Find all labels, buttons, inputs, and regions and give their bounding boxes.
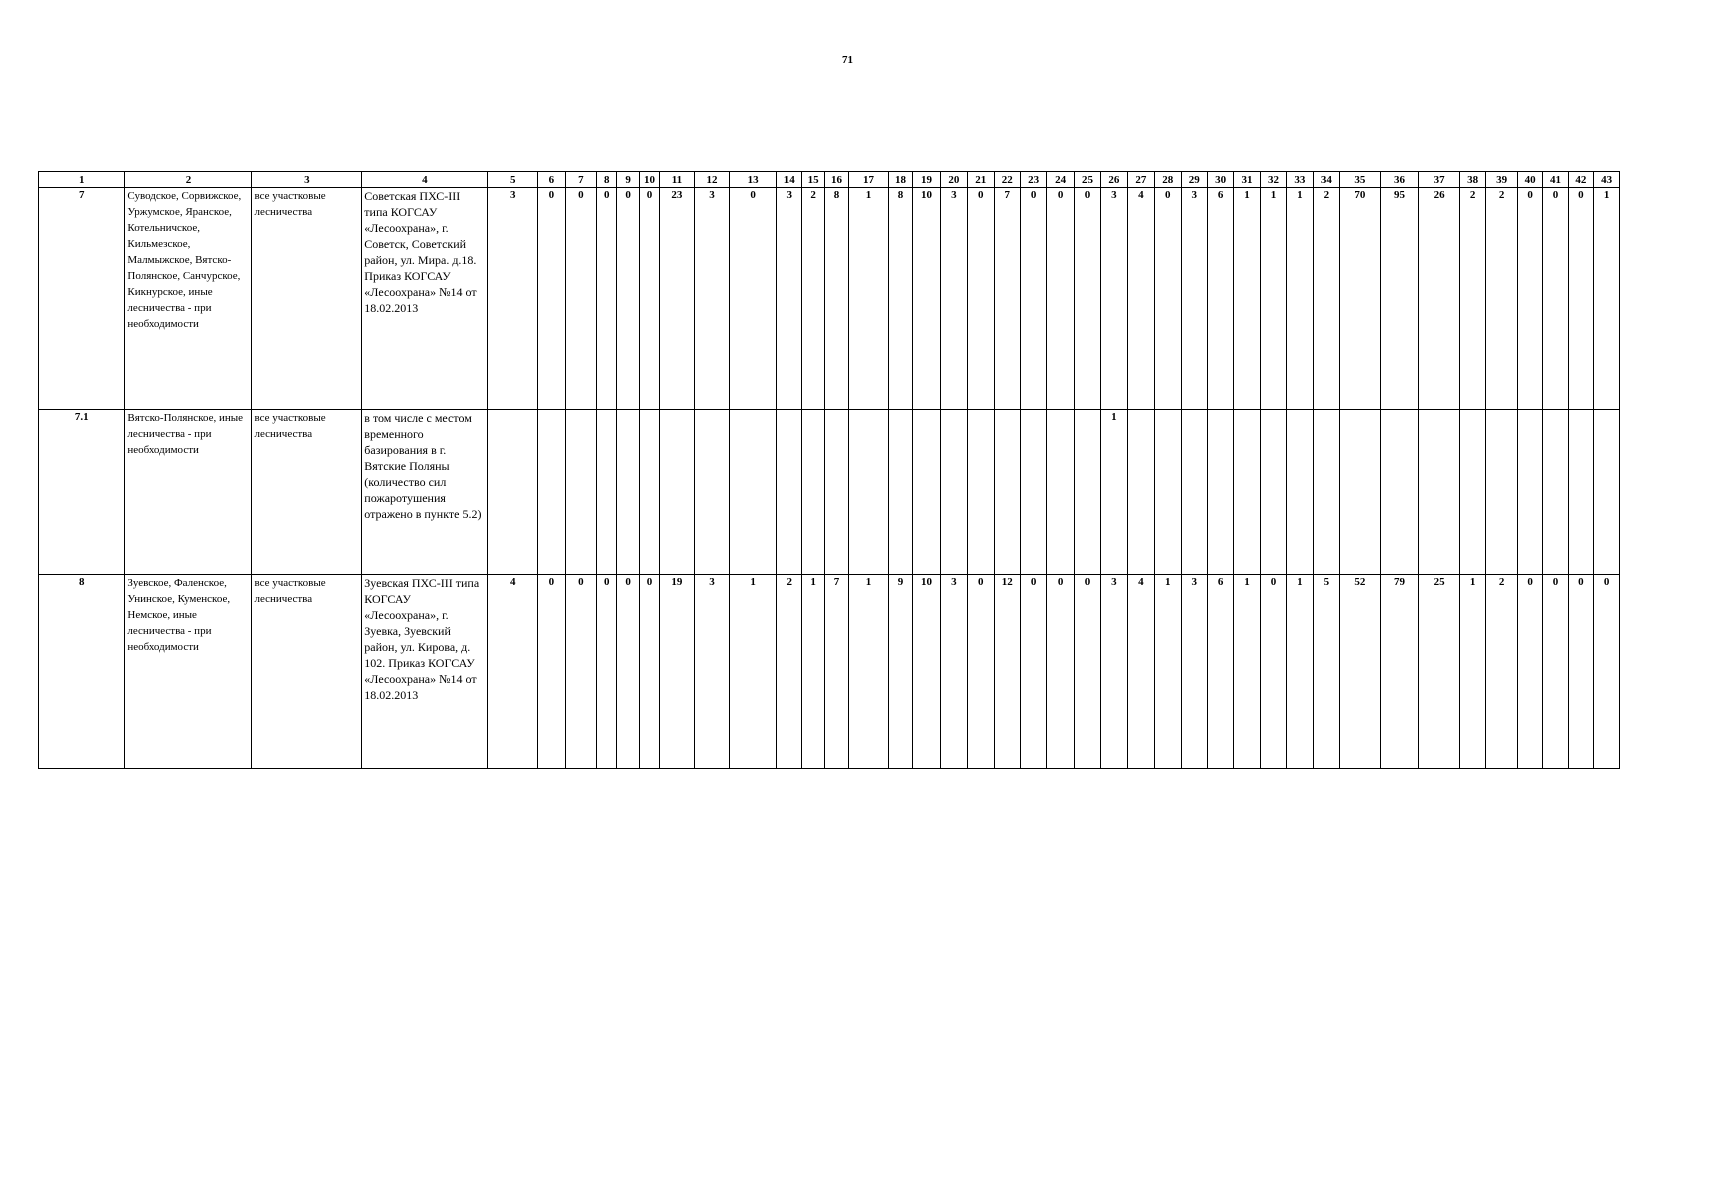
col-header: 4 xyxy=(362,172,488,188)
value-cell xyxy=(597,410,617,575)
value-cell: 6 xyxy=(1207,575,1233,769)
col-header: 15 xyxy=(802,172,824,188)
value-cell: 1 xyxy=(849,188,889,410)
forestries-cell: Суводское, Сорвижское, Уржумское, Яранское, Котельничское, Кильмезское, Малмыжское, Вятско-Полянское, Санчурское, Кикнурское, иные лесничества - при необходимости xyxy=(125,188,252,410)
value-cell xyxy=(488,410,538,575)
col-header: 18 xyxy=(888,172,912,188)
col-header: 41 xyxy=(1543,172,1568,188)
value-cell: 0 xyxy=(565,188,597,410)
value-cell: 0 xyxy=(1568,188,1593,410)
col-header: 29 xyxy=(1181,172,1207,188)
value-cell xyxy=(1543,410,1568,575)
value-cell: 12 xyxy=(994,575,1020,769)
value-cell: 1 xyxy=(730,575,777,769)
value-cell xyxy=(1207,410,1233,575)
value-cell: 0 xyxy=(597,188,617,410)
value-cell xyxy=(1380,410,1419,575)
col-header: 27 xyxy=(1127,172,1154,188)
col-header: 30 xyxy=(1207,172,1233,188)
col-header: 12 xyxy=(694,172,730,188)
table-body xyxy=(39,188,1620,769)
col-header: 25 xyxy=(1074,172,1100,188)
value-cell: 3 xyxy=(694,575,730,769)
value-cell: 2 xyxy=(802,188,824,410)
value-cell xyxy=(1074,410,1100,575)
value-cell xyxy=(617,410,639,575)
value-cell: 70 xyxy=(1340,188,1381,410)
value-cell: 3 xyxy=(777,188,802,410)
value-cell: 19 xyxy=(660,575,695,769)
forestries-cell: Вятско-Полянское, иные лесничества - при необходимости xyxy=(125,410,252,575)
value-cell: 1 xyxy=(1155,575,1181,769)
value-cell xyxy=(968,410,994,575)
value-cell: 3 xyxy=(1181,188,1207,410)
value-cell xyxy=(1234,410,1260,575)
value-cell: 25 xyxy=(1419,575,1460,769)
value-cell: 0 xyxy=(639,188,659,410)
value-cell: 1 xyxy=(1101,410,1127,575)
table-row xyxy=(39,410,1620,575)
col-header: 20 xyxy=(940,172,967,188)
value-cell: 0 xyxy=(538,575,565,769)
station-cell: Советская ПХС-III типа КОГСАУ «Лесоохрана», г. Советск, Советский район, ул. Мира. д.18. Приказ КОГСАУ «Лесоохрана» №14 от 18.02.2013 xyxy=(362,188,488,410)
value-cell: 7 xyxy=(994,188,1020,410)
value-cell: 0 xyxy=(639,575,659,769)
value-cell: 1 xyxy=(1459,575,1485,769)
value-cell xyxy=(1340,410,1381,575)
table-row xyxy=(39,575,1620,769)
value-cell: 0 xyxy=(1543,575,1568,769)
value-cell xyxy=(639,410,659,575)
value-cell: 0 xyxy=(730,188,777,410)
value-cell xyxy=(730,410,777,575)
value-cell: 79 xyxy=(1380,575,1419,769)
value-cell: 0 xyxy=(1020,188,1046,410)
value-cell xyxy=(1568,410,1593,575)
value-cell: 0 xyxy=(1074,188,1100,410)
col-header: 37 xyxy=(1419,172,1460,188)
col-header: 14 xyxy=(777,172,802,188)
value-cell xyxy=(1127,410,1154,575)
value-cell xyxy=(1419,410,1460,575)
value-cell xyxy=(1047,410,1074,575)
value-cell: 10 xyxy=(913,188,940,410)
station-cell: в том числе с местом временного базирования в г. Вятские Поляны (количество сил пожаротушения отражено в пункте 5.2) xyxy=(362,410,488,575)
value-cell: 7 xyxy=(824,575,848,769)
value-cell xyxy=(694,410,730,575)
value-cell: 2 xyxy=(1486,575,1518,769)
value-cell xyxy=(565,410,597,575)
value-cell xyxy=(1260,410,1286,575)
value-cell: 0 xyxy=(617,188,639,410)
value-cell: 1 xyxy=(1260,188,1286,410)
value-cell: 0 xyxy=(1568,575,1593,769)
col-header: 5 xyxy=(488,172,538,188)
value-cell: 5 xyxy=(1313,575,1339,769)
value-cell xyxy=(1020,410,1046,575)
value-cell: 9 xyxy=(888,575,912,769)
value-cell xyxy=(802,410,824,575)
value-cell xyxy=(940,410,967,575)
value-cell: 26 xyxy=(1419,188,1460,410)
value-cell: 0 xyxy=(538,188,565,410)
value-cell: 0 xyxy=(1020,575,1046,769)
value-cell xyxy=(1155,410,1181,575)
col-header: 33 xyxy=(1287,172,1313,188)
value-cell: 1 xyxy=(1287,575,1313,769)
col-header: 36 xyxy=(1380,172,1419,188)
value-cell: 3 xyxy=(940,188,967,410)
value-cell xyxy=(538,410,565,575)
value-cell xyxy=(849,410,889,575)
value-cell: 95 xyxy=(1380,188,1419,410)
col-header: 3 xyxy=(252,172,362,188)
col-header: 26 xyxy=(1101,172,1127,188)
value-cell: 0 xyxy=(597,575,617,769)
col-header: 42 xyxy=(1568,172,1593,188)
value-cell xyxy=(660,410,695,575)
value-cell: 3 xyxy=(940,575,967,769)
col-header: 38 xyxy=(1459,172,1485,188)
value-cell: 0 xyxy=(1155,188,1181,410)
value-cell: 4 xyxy=(488,575,538,769)
header-row xyxy=(39,172,1620,188)
col-header: 22 xyxy=(994,172,1020,188)
value-cell: 0 xyxy=(1543,188,1568,410)
value-cell: 2 xyxy=(1486,188,1518,410)
value-cell: 3 xyxy=(694,188,730,410)
value-cell xyxy=(994,410,1020,575)
col-header: 16 xyxy=(824,172,848,188)
value-cell: 1 xyxy=(1287,188,1313,410)
value-cell: 0 xyxy=(1260,575,1286,769)
station-cell: Зуевская ПХС-III типа КОГСАУ «Лесоохрана», г. Зуевка, Зуевский район, ул. Кирова, д. 102. Приказ КОГСАУ «Лесоохрана» №14 от 18.02.2013 xyxy=(362,575,488,769)
value-cell: 8 xyxy=(888,188,912,410)
data-table xyxy=(38,171,1620,769)
col-header: 43 xyxy=(1594,172,1620,188)
value-cell: 2 xyxy=(1459,188,1485,410)
col-header: 1 xyxy=(39,172,125,188)
value-cell: 1 xyxy=(802,575,824,769)
col-header: 8 xyxy=(597,172,617,188)
col-header: 40 xyxy=(1517,172,1542,188)
value-cell xyxy=(1181,410,1207,575)
value-cell: 4 xyxy=(1127,188,1154,410)
col-header: 17 xyxy=(849,172,889,188)
value-cell: 0 xyxy=(1517,575,1542,769)
value-cell: 1 xyxy=(1234,575,1260,769)
value-cell xyxy=(1594,410,1620,575)
value-cell: 2 xyxy=(777,575,802,769)
page-number: 71 xyxy=(842,54,853,66)
col-header: 6 xyxy=(538,172,565,188)
districts-cell: все участковые лесничества xyxy=(252,410,362,575)
value-cell xyxy=(1459,410,1485,575)
col-header: 7 xyxy=(565,172,597,188)
value-cell xyxy=(1313,410,1339,575)
col-header: 9 xyxy=(617,172,639,188)
value-cell: 0 xyxy=(1047,575,1074,769)
value-cell xyxy=(777,410,802,575)
value-cell: 3 xyxy=(1101,188,1127,410)
value-cell: 4 xyxy=(1127,575,1154,769)
value-cell: 0 xyxy=(1517,188,1542,410)
value-cell xyxy=(1517,410,1542,575)
col-header: 24 xyxy=(1047,172,1074,188)
col-header: 2 xyxy=(125,172,252,188)
col-header: 21 xyxy=(968,172,994,188)
value-cell xyxy=(888,410,912,575)
forestries-cell: Зуевское, Фаленское, Унинское, Куменское, Немское, иные лесничества - при необходимости xyxy=(125,575,252,769)
value-cell: 52 xyxy=(1340,575,1381,769)
value-cell: 3 xyxy=(488,188,538,410)
value-cell: 1 xyxy=(849,575,889,769)
value-cell xyxy=(824,410,848,575)
value-cell: 0 xyxy=(1074,575,1100,769)
value-cell: 0 xyxy=(565,575,597,769)
value-cell: 1 xyxy=(1234,188,1260,410)
row-index-cell: 7.1 xyxy=(39,410,125,575)
col-header: 28 xyxy=(1155,172,1181,188)
value-cell xyxy=(913,410,940,575)
col-header: 19 xyxy=(913,172,940,188)
col-header: 11 xyxy=(660,172,695,188)
value-cell: 0 xyxy=(968,575,994,769)
value-cell: 10 xyxy=(913,575,940,769)
col-header: 39 xyxy=(1486,172,1518,188)
value-cell xyxy=(1287,410,1313,575)
value-cell: 2 xyxy=(1313,188,1339,410)
col-header: 13 xyxy=(730,172,777,188)
value-cell: 0 xyxy=(1594,575,1620,769)
value-cell xyxy=(1486,410,1518,575)
value-cell: 3 xyxy=(1181,575,1207,769)
row-index-cell: 7 xyxy=(39,188,125,410)
value-cell: 0 xyxy=(968,188,994,410)
table-row xyxy=(39,188,1620,410)
districts-cell: все участковые лесничества xyxy=(252,188,362,410)
row-index-cell: 8 xyxy=(39,575,125,769)
value-cell: 1 xyxy=(1594,188,1620,410)
col-header: 32 xyxy=(1260,172,1286,188)
districts-cell: все участковые лесничества xyxy=(252,575,362,769)
col-header: 34 xyxy=(1313,172,1339,188)
col-header: 31 xyxy=(1234,172,1260,188)
value-cell: 3 xyxy=(1101,575,1127,769)
value-cell: 8 xyxy=(824,188,848,410)
value-cell: 6 xyxy=(1207,188,1233,410)
value-cell: 0 xyxy=(617,575,639,769)
col-header: 23 xyxy=(1020,172,1046,188)
value-cell: 23 xyxy=(660,188,695,410)
value-cell: 0 xyxy=(1047,188,1074,410)
col-header: 35 xyxy=(1340,172,1381,188)
col-header: 10 xyxy=(639,172,659,188)
